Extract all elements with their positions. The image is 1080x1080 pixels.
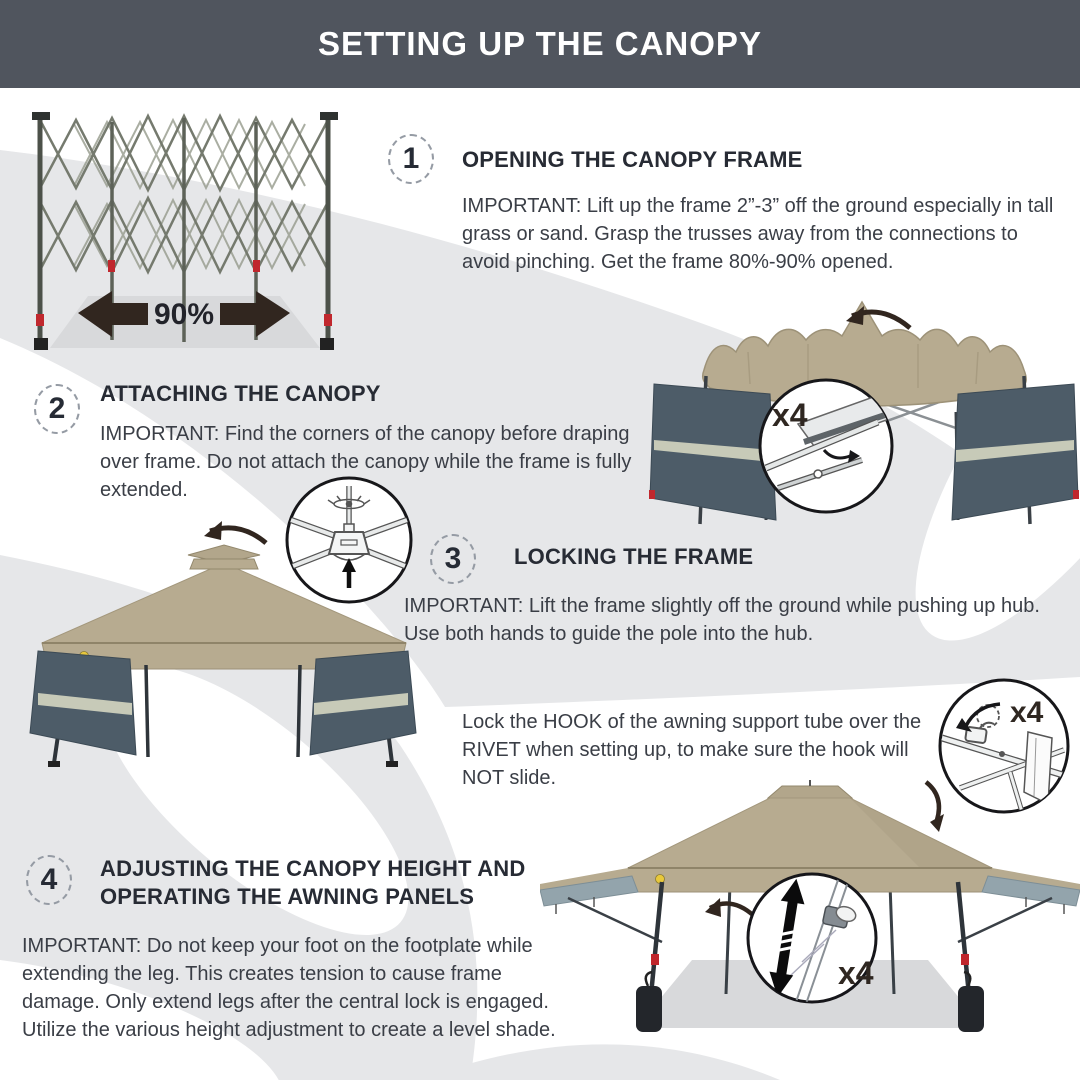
page-header (0, 0, 1080, 88)
step1-number: 1 (402, 142, 420, 175)
step4-number: 4 (40, 863, 58, 896)
step4-number-badge (26, 855, 72, 905)
sandbag-right (958, 972, 984, 1032)
step2-body: IMPORTANT: Find the corners of the canopy before draping over frame. Do not attach the canopy while the frame is fully extended. (100, 423, 632, 501)
step1-title: OPENING THE CANOPY FRAME (462, 147, 803, 172)
hook-rivet-inset (936, 676, 1072, 816)
step2-title: ATTACHING THE CANOPY (100, 381, 381, 406)
page-title: SETTING UP THE CANOPY (318, 25, 762, 62)
tube-joint (814, 470, 822, 478)
step2-number-badge (34, 384, 80, 434)
hub-lock-inset (283, 474, 415, 606)
percent-open-label: 90% (153, 298, 215, 331)
sidewall-right (952, 384, 1079, 520)
x4-label-height: x4 (838, 955, 874, 991)
step4-title: ADJUSTING THE CANOPY HEIGHT AND OPERATING THE AWNING PANELS (100, 856, 526, 910)
height-adjust-inset (748, 874, 876, 1004)
step2-tent-illustration (648, 292, 1080, 540)
sidewall-right (310, 651, 416, 755)
step4-body: IMPORTANT: Do not keep your foot on the footplate while extending the leg. This creates tension to cause frame damage. Only extend legs after the central lock is engaged. Utilize the various height adjustment to create a level shade. (22, 935, 556, 1041)
x4-label-step2: x4 (772, 397, 808, 433)
folded-frame-illustration (28, 100, 340, 352)
x4-label-hook: x4 (1010, 696, 1044, 729)
hub-body (329, 532, 369, 554)
pole-collar (344, 524, 354, 532)
step2-number: 2 (48, 392, 66, 425)
step1-body: IMPORTANT: Lift up the frame 2”-3” off the ground especially in tall grass or sand. Grasp the trusses away from the connections to avoid pinching. Get the frame 80%-90% opened. (462, 195, 1054, 273)
step3-number: 3 (444, 542, 462, 575)
rivet (999, 751, 1005, 757)
canopy-flap (1024, 732, 1052, 804)
sidewall-left (649, 384, 776, 520)
step3-title: LOCKING THE FRAME (514, 544, 754, 569)
sandbag-left (636, 972, 662, 1032)
sidewall-left (30, 651, 136, 755)
awning-tube-inset (760, 380, 892, 512)
rotate-arrow-icon (204, 521, 266, 543)
hook-note: Lock the HOOK of the awning support tube over the RIVET when setting up, to make sure the hook will NOT slide. (462, 711, 922, 789)
step3-number-badge (430, 534, 476, 584)
step1-number-badge (388, 134, 434, 184)
step3-body: IMPORTANT: Lift the frame slightly off the ground while pushing up hub. Use both hands to guide the pole into the hub. (404, 595, 1040, 645)
vent-band (190, 559, 258, 569)
